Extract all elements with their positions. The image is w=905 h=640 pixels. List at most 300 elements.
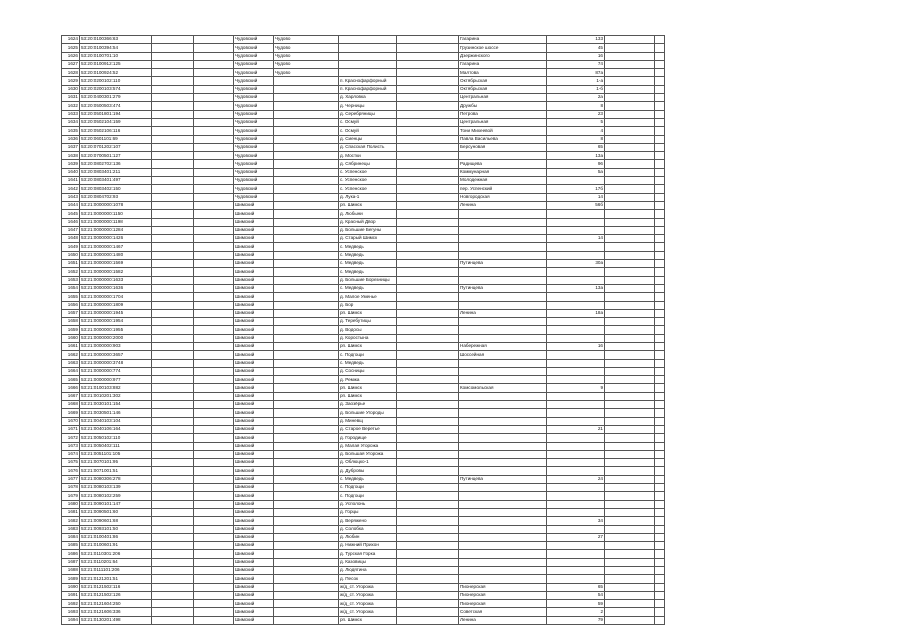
cadastral-number: 53:21:0071001:51	[80, 467, 152, 475]
street	[459, 425, 547, 433]
cadastral-number: 53:21:0080103:139	[80, 484, 152, 492]
locality: д. Большие Угороды	[339, 409, 397, 417]
street: Петрова	[459, 110, 547, 118]
row-number: 1678	[62, 484, 80, 492]
blank-cell	[152, 284, 194, 292]
table-row	[62, 500, 665, 508]
blank-cell	[605, 177, 655, 185]
row-number: 1687	[62, 558, 80, 566]
cadastral-number: 53:21:0000000:1467	[80, 243, 152, 251]
house-number	[547, 210, 605, 218]
blank-cell	[655, 542, 665, 550]
blank-cell	[397, 52, 459, 60]
blank-cell	[194, 143, 234, 151]
table-row	[62, 558, 665, 566]
blank-cell	[605, 309, 655, 317]
blank-cell	[397, 284, 459, 292]
blank-cell	[605, 616, 655, 624]
district: Шимский	[234, 533, 274, 541]
blank-cell	[152, 384, 194, 392]
district: Чудовский	[234, 160, 274, 168]
house-number	[547, 409, 605, 417]
table-row	[62, 235, 665, 243]
settlement	[274, 442, 339, 450]
blank-cell	[655, 417, 665, 425]
blank-cell	[152, 367, 194, 375]
blank-cell	[152, 475, 194, 483]
blank-cell	[605, 127, 655, 135]
district: Шимский	[234, 459, 274, 467]
locality: д. Теребутицы	[339, 318, 397, 326]
table-row	[62, 60, 665, 68]
cadastral-number: 53:20:0100912:125	[80, 60, 152, 68]
blank-cell	[397, 616, 459, 624]
locality: д. Лука-1	[339, 193, 397, 201]
row-number: 1693	[62, 608, 80, 616]
blank-cell	[152, 334, 194, 342]
blank-cell	[194, 60, 234, 68]
cadastral-number: 53:21:0090101:147	[80, 500, 152, 508]
blank-cell	[605, 517, 655, 525]
blank-cell	[655, 334, 665, 342]
district: Чудовский	[234, 110, 274, 118]
table-row	[62, 450, 665, 458]
table-row	[62, 160, 665, 168]
locality	[339, 69, 397, 77]
blank-cell	[605, 243, 655, 251]
row-number: 1679	[62, 492, 80, 500]
street	[459, 301, 547, 309]
district: Шимский	[234, 218, 274, 226]
blank-cell	[605, 558, 655, 566]
blank-cell	[397, 309, 459, 317]
blank-cell	[605, 583, 655, 591]
table-row	[62, 143, 665, 151]
locality: д. Сябринецы	[339, 160, 397, 168]
row-number: 1633	[62, 110, 80, 118]
house-number: 2а	[547, 94, 605, 102]
blank-cell	[655, 351, 665, 359]
row-number: 1649	[62, 243, 80, 251]
street	[459, 367, 547, 375]
blank-cell	[152, 318, 194, 326]
blank-cell	[152, 359, 194, 367]
blank-cell	[194, 575, 234, 583]
blank-cell	[194, 425, 234, 433]
row-number: 1631	[62, 94, 80, 102]
blank-cell	[152, 293, 194, 301]
blank-cell	[397, 583, 459, 591]
table-row	[62, 583, 665, 591]
blank-cell	[397, 517, 459, 525]
district: Чудовский	[234, 185, 274, 193]
blank-cell	[397, 600, 459, 608]
table-row	[62, 376, 665, 384]
cadastral-number: 53:21:0050102:110	[80, 434, 152, 442]
blank-cell	[655, 243, 665, 251]
settlement	[274, 318, 339, 326]
settlement	[274, 293, 339, 301]
settlement	[274, 525, 339, 533]
settlement	[274, 401, 339, 409]
blank-cell	[194, 550, 234, 558]
house-number	[547, 525, 605, 533]
house-number	[547, 508, 605, 516]
street: Молодежная	[459, 177, 547, 185]
table-row	[62, 409, 665, 417]
district: Шимский	[234, 517, 274, 525]
settlement	[274, 583, 339, 591]
blank-cell	[397, 268, 459, 276]
street	[459, 467, 547, 475]
blank-cell	[152, 583, 194, 591]
settlement: Чудово	[274, 52, 339, 60]
blank-cell	[152, 60, 194, 68]
blank-cell	[605, 359, 655, 367]
row-number: 1672	[62, 434, 80, 442]
cadastral-number: 53:21:0000000:1480	[80, 251, 152, 259]
blank-cell	[605, 36, 655, 44]
blank-cell	[194, 517, 234, 525]
locality: с. Успенское	[339, 168, 397, 176]
cadastral-number: 53:21:0000000:1284	[80, 226, 152, 234]
cadastral-number: 53:21:0121502:126	[80, 591, 152, 599]
blank-cell	[152, 401, 194, 409]
settlement	[274, 533, 339, 541]
blank-cell	[397, 442, 459, 450]
blank-cell	[605, 467, 655, 475]
street	[459, 459, 547, 467]
locality: д. Харловка	[339, 94, 397, 102]
blank-cell	[194, 558, 234, 566]
blank-cell	[655, 177, 665, 185]
settlement: Чудово	[274, 60, 339, 68]
house-number	[547, 218, 605, 226]
blank-cell	[194, 193, 234, 201]
house-number	[547, 484, 605, 492]
house-number	[547, 492, 605, 500]
blank-cell	[605, 218, 655, 226]
house-number: 16	[547, 342, 605, 350]
house-number	[547, 467, 605, 475]
house-number	[547, 417, 605, 425]
house-number	[547, 442, 605, 450]
cadastral-number: 53:21:0100401:86	[80, 533, 152, 541]
locality: д. Мостки	[339, 152, 397, 160]
blank-cell	[397, 110, 459, 118]
blank-cell	[194, 251, 234, 259]
table-row	[62, 392, 665, 400]
blank-cell	[655, 500, 665, 508]
blank-cell	[397, 533, 459, 541]
blank-cell	[194, 525, 234, 533]
table-row	[62, 326, 665, 334]
street	[459, 525, 547, 533]
house-number	[547, 459, 605, 467]
blank-cell	[655, 102, 665, 110]
blank-cell	[605, 326, 655, 334]
table-row	[62, 508, 665, 516]
street: Центральная	[459, 118, 547, 126]
blank-cell	[655, 44, 665, 52]
locality: д. Водосы	[339, 326, 397, 334]
blank-cell	[152, 218, 194, 226]
district: Шимский	[234, 591, 274, 599]
blank-cell	[605, 475, 655, 483]
house-number	[547, 500, 605, 508]
blank-cell	[605, 102, 655, 110]
district: Шимский	[234, 293, 274, 301]
district: Шимский	[234, 608, 274, 616]
settlement	[274, 425, 339, 433]
blank-cell	[605, 425, 655, 433]
row-number: 1691	[62, 591, 80, 599]
blank-cell	[397, 376, 459, 384]
blank-cell	[152, 201, 194, 209]
blank-cell	[397, 160, 459, 168]
blank-cell	[655, 293, 665, 301]
locality: п. Краснофарфорный	[339, 77, 397, 85]
street	[459, 268, 547, 276]
blank-cell	[397, 243, 459, 251]
district: Шимский	[234, 583, 274, 591]
blank-cell	[152, 392, 194, 400]
settlement	[274, 268, 339, 276]
blank-cell	[655, 376, 665, 384]
blank-cell	[605, 235, 655, 243]
blank-cell	[605, 201, 655, 209]
house-number	[547, 177, 605, 185]
settlement	[274, 301, 339, 309]
row-number: 1638	[62, 152, 80, 160]
table-row	[62, 118, 665, 126]
locality: с. Осмуй	[339, 127, 397, 135]
blank-cell	[655, 135, 665, 143]
locality	[339, 36, 397, 44]
house-number	[547, 376, 605, 384]
table-row	[62, 533, 665, 541]
blank-cell	[397, 567, 459, 575]
settlement: Чудово	[274, 69, 339, 77]
blank-cell	[605, 484, 655, 492]
cadastral-number: 53:20:0400301:279	[80, 94, 152, 102]
blank-cell	[655, 467, 665, 475]
locality: с. Успенское	[339, 177, 397, 185]
blank-cell	[655, 517, 665, 525]
cadastral-number: 53:21:0000000:977	[80, 376, 152, 384]
blank-cell	[605, 77, 655, 85]
district: Шимский	[234, 384, 274, 392]
cadastral-number: 53:21:0000000:1569	[80, 260, 152, 268]
house-number	[547, 367, 605, 375]
table-row	[62, 542, 665, 550]
blank-cell	[397, 94, 459, 102]
blank-cell	[605, 525, 655, 533]
blank-cell	[655, 318, 665, 326]
locality: д. Малое Уменье	[339, 293, 397, 301]
house-number: 27	[547, 533, 605, 541]
district: Шимский	[234, 409, 274, 417]
cadastral-number: 53:21:0111101:206	[80, 567, 152, 575]
district: Шимский	[234, 492, 274, 500]
district: Чудовский	[234, 193, 274, 201]
settlement	[274, 492, 339, 500]
blank-cell	[605, 152, 655, 160]
row-number: 1676	[62, 467, 80, 475]
blank-cell	[194, 69, 234, 77]
blank-cell	[397, 235, 459, 243]
blank-cell	[655, 591, 665, 599]
table-row	[62, 359, 665, 367]
district: Шимский	[234, 318, 274, 326]
cadastral-number: 53:20:0100924:52	[80, 69, 152, 77]
cadastral-number: 53:21:0100103:882	[80, 384, 152, 392]
row-number: 1629	[62, 77, 80, 85]
street: Новгородская	[459, 193, 547, 201]
blank-cell	[152, 177, 194, 185]
street: Радищева	[459, 160, 547, 168]
cadastral-number: 53:21:0000000:903	[80, 342, 152, 350]
blank-cell	[194, 284, 234, 292]
blank-cell	[194, 102, 234, 110]
cadastral-number: 53:21:0110301:206	[80, 550, 152, 558]
settlement	[274, 127, 339, 135]
blank-cell	[397, 417, 459, 425]
blank-cell	[605, 392, 655, 400]
settlement	[274, 210, 339, 218]
blank-cell	[397, 318, 459, 326]
settlement	[274, 177, 339, 185]
cadastral-number: 53:21:0080102:259	[80, 492, 152, 500]
street	[459, 210, 547, 218]
district: Шимский	[234, 442, 274, 450]
blank-cell	[655, 434, 665, 442]
blank-cell	[397, 351, 459, 359]
blank-cell	[655, 401, 665, 409]
row-number: 1690	[62, 583, 80, 591]
blank-cell	[397, 260, 459, 268]
settlement	[274, 508, 339, 516]
blank-cell	[152, 102, 194, 110]
cadastral-number: 53:21:0000000:1633	[80, 276, 152, 284]
blank-cell	[194, 567, 234, 575]
row-number: 1642	[62, 185, 80, 193]
table-row	[62, 467, 665, 475]
blank-cell	[655, 583, 665, 591]
district: Шимский	[234, 600, 274, 608]
blank-cell	[397, 434, 459, 442]
blank-cell	[655, 193, 665, 201]
table-row	[62, 102, 665, 110]
street: Путинцева	[459, 475, 547, 483]
house-number: 23	[547, 110, 605, 118]
house-number: 54	[547, 591, 605, 599]
settlement	[274, 500, 339, 508]
blank-cell	[605, 226, 655, 234]
cadastral-number: 53:21:0000000:1954	[80, 318, 152, 326]
cadastral-number: 53:20:0803401:211	[80, 168, 152, 176]
blank-cell	[397, 118, 459, 126]
blank-cell	[655, 550, 665, 558]
district: Шимский	[234, 392, 274, 400]
blank-cell	[194, 326, 234, 334]
table-row	[62, 210, 665, 218]
district: Шимский	[234, 467, 274, 475]
locality: д. Миневщ	[339, 417, 397, 425]
blank-cell	[194, 276, 234, 284]
blank-cell	[194, 342, 234, 350]
blank-cell	[397, 608, 459, 616]
blank-cell	[605, 608, 655, 616]
blank-cell	[397, 77, 459, 85]
table-row	[62, 342, 665, 350]
row-number: 1637	[62, 143, 80, 151]
blank-cell	[152, 459, 194, 467]
blank-cell	[194, 36, 234, 44]
district: Шимский	[234, 475, 274, 483]
settlement	[274, 260, 339, 268]
district: Чудовский	[234, 152, 274, 160]
table-row	[62, 475, 665, 483]
settlement	[274, 376, 339, 384]
table-row	[62, 52, 665, 60]
settlement	[274, 434, 339, 442]
locality: д. Турская Горка	[339, 550, 397, 558]
blank-cell	[605, 210, 655, 218]
blank-cell	[605, 442, 655, 450]
locality: д. Большие Бегуны	[339, 226, 397, 234]
locality: д. Большие Борезницы	[339, 276, 397, 284]
house-number	[547, 326, 605, 334]
blank-cell	[397, 508, 459, 516]
cadastral-number: 53:21:0000000:1636	[80, 284, 152, 292]
settlement	[274, 542, 339, 550]
table-row	[62, 276, 665, 284]
blank-cell	[152, 575, 194, 583]
blank-cell	[605, 276, 655, 284]
street: Ленина	[459, 201, 547, 209]
blank-cell	[655, 284, 665, 292]
table-row	[62, 94, 665, 102]
house-number: 14	[547, 235, 605, 243]
street	[459, 401, 547, 409]
cadastral-number: 53:21:0070101:95	[80, 459, 152, 467]
cadastral-number: 53:20:0100394:54	[80, 44, 152, 52]
blank-cell	[194, 185, 234, 193]
settlement	[274, 185, 339, 193]
cadastral-number: 53:21:0121201:51	[80, 575, 152, 583]
blank-cell	[655, 384, 665, 392]
house-number: 96	[547, 160, 605, 168]
blank-cell	[605, 44, 655, 52]
settlement	[274, 201, 339, 209]
house-number	[547, 301, 605, 309]
settlement	[274, 110, 339, 118]
locality: с. Медведь	[339, 268, 397, 276]
locality: рп. Шимск	[339, 201, 397, 209]
blank-cell	[655, 450, 665, 458]
locality: д. Облюцко-1	[339, 459, 397, 467]
blank-cell	[397, 558, 459, 566]
blank-cell	[152, 508, 194, 516]
blank-cell	[605, 401, 655, 409]
district: Шимский	[234, 326, 274, 334]
blank-cell	[194, 442, 234, 450]
blank-cell	[152, 135, 194, 143]
district: Шимский	[234, 401, 274, 409]
cadastral-number: 53:21:0000000:1955	[80, 326, 152, 334]
blank-cell	[152, 376, 194, 384]
